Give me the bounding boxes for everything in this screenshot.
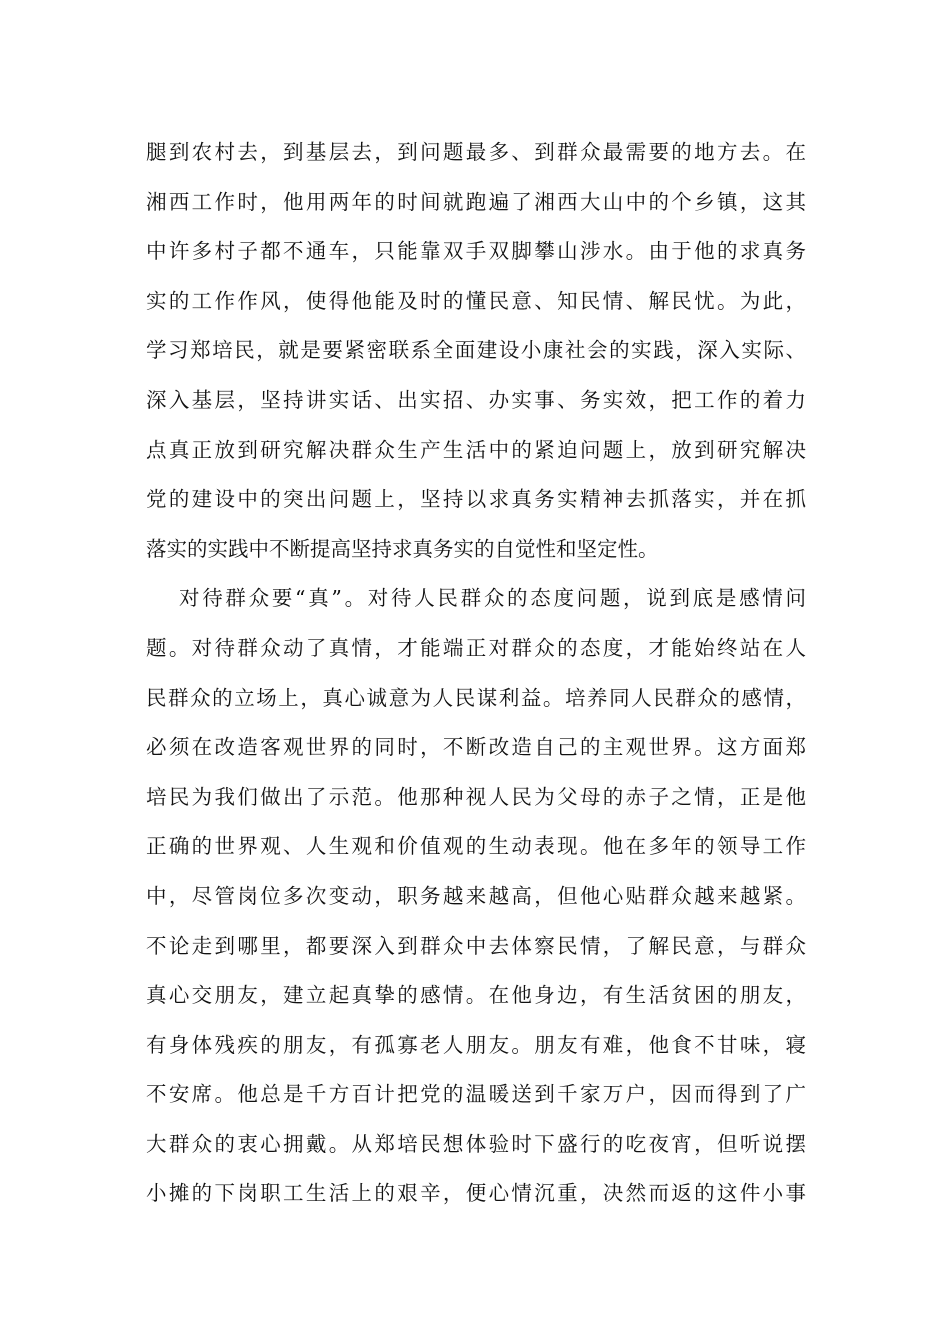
text-line: 学习郑培民，就是要紧密联系全面建设小康社会的实践，深入实际、 [146,338,806,363]
text-line: 党的建设中的突出问题上，坚持以求真务实精神去抓落实，并在抓 [146,487,806,512]
text-line: 民群众的立场上，真心诚意为人民谋利益。培养同人民群众的感情， [146,685,806,710]
text-line: 深入基层，坚持讲实话、出实招、办实事、务实效，把工作的着力 [146,387,806,412]
text-line: 实的工作作风，使得他能及时的懂民意、知民情、解民忧。为此， [146,288,806,313]
text-line: 培民为我们做出了示范。他那种视人民为父母的赤子之情，正是他 [146,784,806,809]
text-line: 小摊的下岗职工生活上的艰辛，便心情沉重，决然而返的这件小事 [146,1181,806,1206]
text-line: 真心交朋友，建立起真挚的感情。在他身边，有生活贫困的朋友， [146,983,806,1008]
text-line: 湘西工作时，他用两年的时间就跑遍了湘西大山中的个乡镇，这其 [146,189,806,214]
text-line: 落实的实践中不断提高坚持求真务实的自觉性和坚定性。 [146,536,659,561]
text-line: 中，尽管岗位多次变动，职务越来越高，但他心贴群众越来越紧。 [146,883,806,908]
text-line: 中许多村子都不通车，只能靠双手双脚攀山涉水。由于他的求真务 [146,239,806,264]
text-line: 腿到农村去，到基层去，到问题最多、到群众最需要的地方去。在 [146,140,806,164]
paragraph-first-line: 对待群众要“真”。对待人民群众的态度问题，说到底是感情问 [179,586,806,611]
text-line: 必须在改造客观世界的同时，不断改造自己的主观世界。这方面郑 [146,735,806,760]
text-line: 不安席。他总是千方百计把党的温暖送到千家万户，因而得到了广 [146,1082,806,1107]
text-line: 不论走到哪里，都要深入到群众中去体察民情，了解民意，与群众 [146,933,806,958]
body-text [146,128,806,1219]
text-line: 题。对待群众动了真情，才能端正对群众的态度，才能始终站在人 [146,635,806,660]
text-line: 有身体残疾的朋友，有孤寡老人朋友。朋友有难，他食不甘味，寝 [146,1032,806,1057]
text-line: 正确的世界观、人生观和价值观的生动表现。他在多年的领导工作 [146,834,806,859]
text-line: 大群众的衷心拥戴。从郑培民想体验时下盛行的吃夜宵，但听说摆 [146,1131,806,1156]
text-line: 点真正放到研究解决群众生产生活中的紧迫问题上，放到研究解决 [146,437,806,462]
